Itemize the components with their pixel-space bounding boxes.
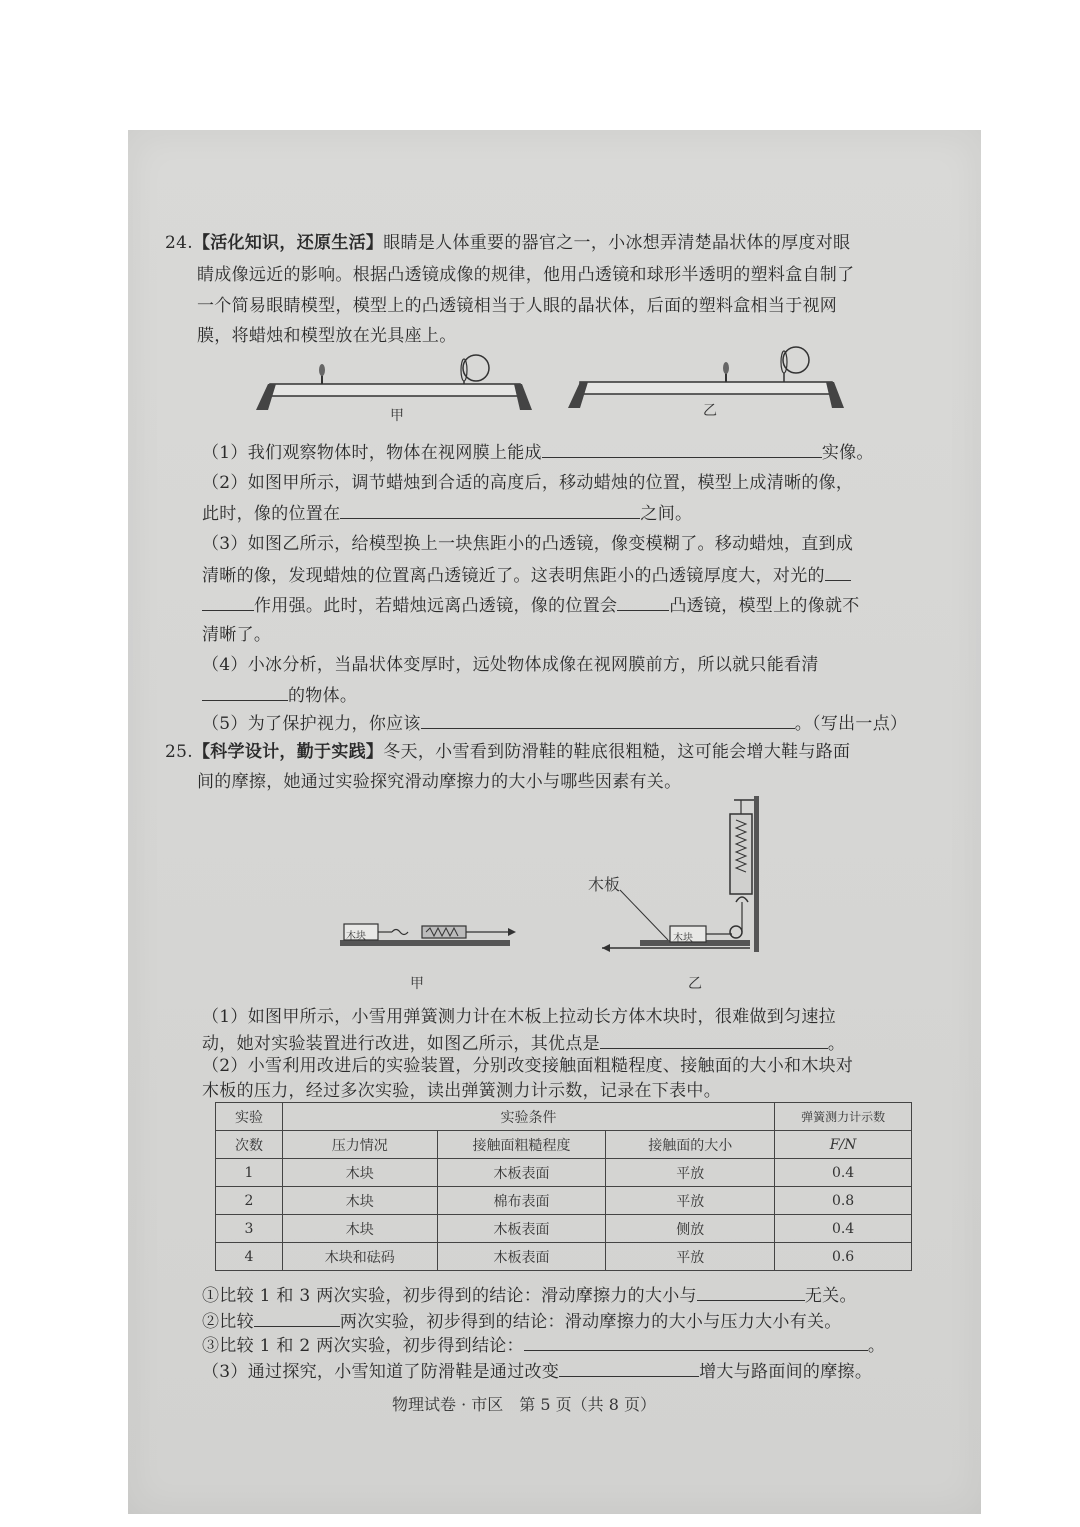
optical-bench-yi: [568, 347, 844, 408]
q24-p3e: 清晰了。: [202, 625, 272, 645]
cell-pressure: 木块: [282, 1159, 437, 1187]
q24-p3b: [202, 564, 851, 587]
q24-p2-text: 此时，像的位置在: [202, 504, 341, 524]
q25-c3: [202, 1334, 885, 1357]
q25-answer-blank-4[interactable]: [524, 1334, 868, 1351]
q25-c2-text: ②比较: [202, 1312, 254, 1332]
experiment-table: [215, 1102, 912, 1271]
q25-tag: 【科学设计，勤于实践】: [192, 742, 384, 762]
label-board: 木板: [588, 875, 621, 894]
q24-tag: 【活化知识，还原生活】: [192, 233, 384, 253]
q25-line2: 间的摩擦，她通过实验探究滑动摩擦力的大小与哪些因素有关。: [197, 772, 682, 792]
table-row: [216, 1159, 912, 1187]
cell-force: 0.4: [775, 1215, 912, 1243]
q24-p3-text: 清晰的像，发现蜡烛的位置离凸透镜近了。这表明焦距小的凸透镜厚度大，对光的: [202, 566, 825, 586]
q25-answer-blank-2[interactable]: [697, 1284, 805, 1301]
friction-apparatus-figures: [330, 790, 780, 960]
table-header-row-1: [216, 1103, 912, 1131]
q24-p1: [202, 441, 874, 464]
q25-c2-end: 两次实验，初步得到的结论：滑动摩擦力的大小与压力大小有关。: [339, 1312, 842, 1332]
q25-p2b: 木板的压力，经过多次实验，读出弹簧测力计示数，记录在下表中。: [202, 1081, 721, 1101]
table-row: [216, 1243, 912, 1271]
q24-p3c-text: 作用强。此时，若蜡烛远离凸透镜，像的位置会: [254, 596, 618, 616]
q24-p1-end: 实像。: [821, 443, 874, 463]
cell-trial: 3: [216, 1215, 283, 1243]
q24-line4: 膜，将蜡烛和模型放在光具座上。: [197, 326, 457, 346]
q25-c1-text: ①比较 1 和 3 两次实验，初步得到的结论：滑动摩擦力的大小与: [202, 1286, 697, 1306]
header-trial-1: 实验: [216, 1103, 283, 1131]
cell-force: 0.6: [775, 1243, 912, 1271]
cell-area: 平放: [606, 1243, 775, 1271]
cell-trial: 4: [216, 1243, 283, 1271]
header-area: 接触面的大小: [606, 1131, 775, 1159]
cell-area: 平放: [606, 1187, 775, 1215]
cell-surface: 棉布表面: [437, 1187, 606, 1215]
q24-p4b: [202, 684, 357, 707]
cell-pressure: 木块: [282, 1215, 437, 1243]
cell-trial: 1: [216, 1159, 283, 1187]
optical-bench-figures: [250, 340, 850, 430]
cell-trial: 2: [216, 1187, 283, 1215]
q24-p2b: [202, 502, 692, 525]
q25-c1-end: 无关。: [804, 1286, 857, 1306]
q25-p1-text: 动，她对实验装置进行改进，如图乙所示，其优点是: [202, 1034, 600, 1054]
label-block-jia: 木块: [346, 931, 366, 942]
fig-label-jia-24: 甲: [390, 408, 404, 424]
fig-label-yi-24: 乙: [703, 403, 717, 419]
q25-c2: [202, 1310, 842, 1333]
q25-c3-text: ③比较 1 和 2 两次实验，初步得到结论：: [202, 1336, 524, 1356]
q24-answer-blank-2[interactable]: [340, 502, 640, 519]
cell-surface: 木板表面: [437, 1159, 606, 1187]
q24-p3c: [202, 594, 860, 617]
q24-p5-text: （5）为了保护视力，你应该: [202, 714, 421, 734]
q24-answer-blank-6[interactable]: [421, 712, 795, 729]
header-reading-1: 弹簧测力计示数: [775, 1103, 912, 1131]
q25-c1: [202, 1284, 857, 1307]
table-row: [216, 1187, 912, 1215]
q25-text-1: 冬天，小雪看到防滑鞋的鞋底很粗糙，这可能会增大鞋与路面: [383, 742, 851, 762]
fig-label-jia-25: 甲: [410, 976, 424, 992]
header-reading-2: F/N: [775, 1131, 912, 1159]
header-conditions: 实验条件: [282, 1103, 774, 1131]
q24-p5: [202, 712, 907, 735]
q24-p5-end: 。（写出一点）: [794, 714, 908, 734]
q25-p3-end: 增大与路面间的摩擦。: [699, 1362, 873, 1382]
q25-p2a: （2）小雪利用改进后的实验装置，分别改变接触面粗糙程度、接触面的大小和木块对: [202, 1056, 854, 1076]
q25-line1: [165, 741, 850, 763]
q25-p3: [202, 1360, 872, 1383]
q24-number: 24.: [165, 233, 193, 253]
q24-answer-blank-3b[interactable]: [202, 594, 254, 611]
q24-p4a: （4）小冰分析，当晶状体变厚时，远处物体成像在视网膜前方，所以就只能看清: [202, 655, 819, 675]
q25-p1b: [202, 1032, 845, 1055]
cell-pressure: 木块和砝码: [282, 1243, 437, 1271]
q24-p1-text: （1）我们观察物体时，物体在视网膜上能成: [202, 443, 542, 463]
q25-c3-end: 。: [867, 1336, 886, 1356]
q24-p3a: （3）如图乙所示，给模型换上一块焦距小的凸透镜，像变模糊了。移动蜡烛，直到成: [202, 534, 854, 554]
q24-p3d-text: 凸透镜，模型上的像就不: [669, 596, 860, 616]
page-footer: 物理试卷 · 市区 第 5 页（共 8 页）: [392, 1395, 656, 1414]
cell-pressure: 木块: [282, 1187, 437, 1215]
q24-p2a: （2）如图甲所示，调节蜡烛到合适的高度后，移动蜡烛的位置，模型上成清晰的像，: [202, 473, 854, 493]
q25-p1-end: 。: [827, 1034, 846, 1054]
q25-answer-blank-1[interactable]: [600, 1032, 828, 1049]
q25-answer-blank-5[interactable]: [559, 1360, 699, 1377]
label-block-yi: 木块: [673, 933, 693, 944]
cell-surface: 木板表面: [437, 1243, 606, 1271]
q25-number: 25.: [165, 742, 193, 762]
q24-line3: 一个简易眼睛模型，模型上的凸透镜相当于人眼的晶状体，后面的塑料盒相当于视网: [197, 296, 838, 316]
table-row: [216, 1215, 912, 1243]
q24-line2: 睛成像远近的影响。根据凸透镜成像的规律，他用凸透镜和球形半透明的塑料盒自制了: [197, 265, 855, 285]
header-roughness: 接触面粗糙程度: [437, 1131, 606, 1159]
q24-answer-blank-4[interactable]: [617, 594, 669, 611]
q24-answer-blank-1[interactable]: [542, 441, 822, 458]
q25-p1a: （1）如图甲所示，小雪用弹簧测力计在木板上拉动长方体木块时，很难做到匀速拉: [202, 1007, 836, 1027]
q24-p2-end: 之间。: [640, 504, 693, 524]
q24-line1: [165, 232, 850, 254]
q25-answer-blank-3[interactable]: [254, 1310, 340, 1327]
apparatus-jia: [340, 924, 516, 946]
cell-surface: 木板表面: [437, 1215, 606, 1243]
table-header-row-2: [216, 1131, 912, 1159]
q24-answer-blank-3a[interactable]: [825, 564, 851, 581]
q24-text-1: 眼睛是人体重要的器官之一，小冰想弄清楚晶状体的厚度对眼: [383, 233, 851, 253]
header-pressure: 压力情况: [282, 1131, 437, 1159]
header-trial-2: 次数: [216, 1131, 283, 1159]
cell-area: 侧放: [606, 1215, 775, 1243]
cell-force: 0.4: [775, 1159, 912, 1187]
cell-force: 0.8: [775, 1187, 912, 1215]
q25-p3-text: （3）通过探究，小雪知道了防滑鞋是通过改变: [202, 1362, 560, 1382]
q24-p4b-text: 的物体。: [288, 686, 358, 706]
cell-area: 平放: [606, 1159, 775, 1187]
optical-bench-jia: [256, 355, 532, 410]
q24-answer-blank-5[interactable]: [202, 684, 288, 701]
fig-label-yi-25: 乙: [688, 976, 702, 992]
